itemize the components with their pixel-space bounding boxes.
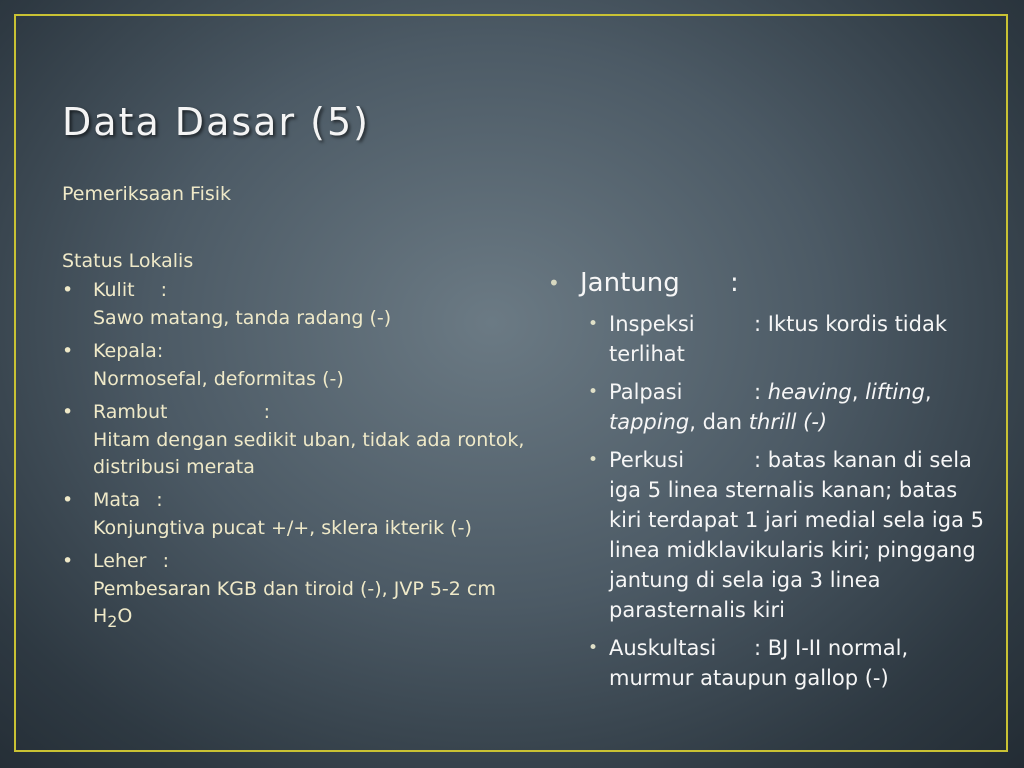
item-label: Inspeksi	[609, 312, 695, 336]
item-colon: :	[162, 550, 169, 572]
bullet-icon: •	[588, 638, 599, 658]
subscript: 2	[107, 611, 118, 631]
item-label: Perkusi	[609, 448, 685, 472]
list-item	[548, 445, 988, 625]
item-value: Normosefal, deformitas (-)	[93, 368, 344, 390]
bullet-icon: •	[62, 279, 74, 301]
item-text: : batas kanan di sela iga 5 linea sternalis kanan; batas kiri terdapat 1 jari medial sela iga 5 linea midklavikularis kiri; pinggang jantung di sela iga 3 linea parasternalis kiri	[609, 448, 984, 622]
slide-title: Data Dasar (5)	[62, 100, 370, 144]
section-heading: Pemeriksaan Fisik	[62, 183, 232, 205]
item-text: : BJ I-II normal, murmur ataupun gallop (-)	[609, 636, 909, 690]
left-column	[62, 180, 532, 640]
item-value: Hitam dengan sedikit uban, tidak ada rontok, distribusi merata	[93, 429, 525, 478]
item-value: Pembesaran KGB dan tiroid (-), JVP 5-2 cm $H_2O$	[93, 578, 496, 631]
bullet-icon: •	[62, 550, 74, 572]
item-label: Auskultasi	[609, 636, 717, 660]
bullet-icon: •	[548, 271, 560, 295]
jantung-label: Jantung	[580, 268, 680, 298]
item-label: Rambut	[93, 401, 168, 423]
list-item	[62, 276, 532, 305]
item-label: Mata	[93, 489, 141, 511]
list-item	[548, 633, 988, 693]
bullet-icon: •	[588, 382, 599, 402]
item-value: Konjungtiva pucat +/+, sklera ikterik (-)	[93, 517, 472, 539]
item-label: Palpasi	[609, 380, 683, 404]
bullet-icon: •	[588, 450, 599, 470]
list-item	[62, 398, 532, 427]
list-item	[62, 486, 532, 515]
list-item: • Palpasi : heaving, lifting, tapping, dan thrill (-)	[548, 377, 988, 437]
bullet-icon: •	[62, 401, 74, 423]
list-item	[62, 337, 532, 366]
subsection-heading: Status Lokalis	[62, 250, 194, 272]
item-colon: :	[156, 489, 163, 511]
bullet-icon: •	[588, 314, 599, 334]
list-item	[548, 309, 988, 369]
item-colon: :	[160, 279, 168, 301]
item-value: Sawo matang, tanda radang (-)	[93, 307, 392, 329]
right-column	[548, 265, 988, 701]
item-label: Kulit	[93, 279, 135, 301]
item-label: Leher	[93, 550, 147, 572]
bullet-icon: •	[62, 340, 74, 362]
item-text: : Iktus kordis tidak terlihat	[609, 312, 947, 366]
item-label: Kepala	[93, 340, 157, 362]
jantung-colon: :	[730, 268, 739, 298]
bullet-icon: •	[62, 489, 74, 511]
jantung-heading	[548, 265, 988, 301]
list-item	[62, 547, 532, 576]
item-colon: :	[263, 401, 270, 423]
item-colon: :	[156, 340, 164, 362]
